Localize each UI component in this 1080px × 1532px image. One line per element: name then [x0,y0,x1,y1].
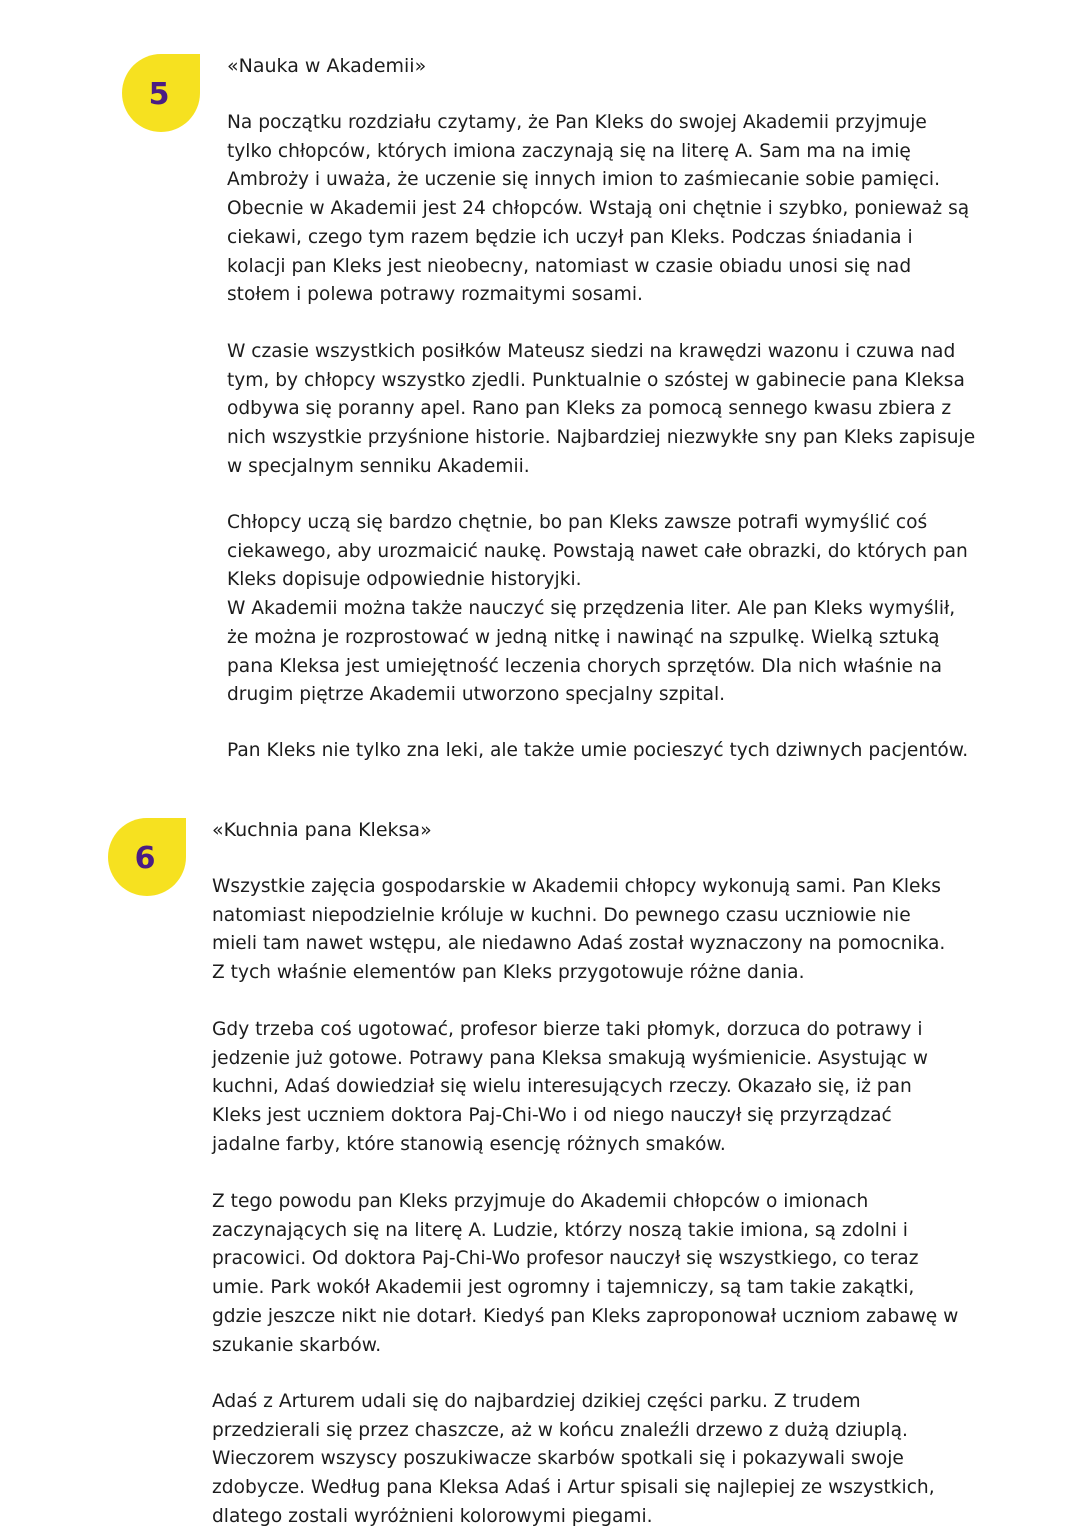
text-line: Kleks jest uczniem doktora Paj-Chi-Wo i od niego nauczył się przyrządzać [212,1105,892,1127]
section-number: 6 [134,840,156,876]
text-line: jedzenie już gotowe. Potrawy pana Kleksa smakują wyśmienicie. Asystując w [212,1047,928,1069]
section-title: «Kuchnia pana Kleksa» [212,819,432,841]
text-line: tylko chłopców, których imiona zaczynają się na literę A. Sam ma na imię [227,140,911,162]
text-line: kolacji pan Kleks jest nieobecny, natomiast w czasie obiadu unosi się nad [227,255,912,277]
text-line: Pan Kleks nie tylko zna leki, ale także umie pocieszyć tych dziwnych pacjentów. [227,740,969,761]
paragraph [227,338,975,482]
text-line: gdzie jeszcze nikt nie dotarł. Kiedyś pan Kleks zaproponował uczniom zabawę w [212,1305,959,1327]
text-line: nich wszystkie przyśnione historie. Najbardziej niezwykłe sny pan Kleks zapisuje [227,427,976,449]
text-line: W Akademii można także nauczyć się przędzenia liter. Ale pan Kleks wymyślił, [227,598,956,620]
text-line: umie. Park wokół Akademii jest ogromny i tajemniczy, są tam takie zakątki, [212,1277,915,1299]
paragraph [227,737,968,766]
text-line: mieli tam nawet wstępu, ale niedawno Adaś został wyznaczony na pomocnika. [212,933,946,955]
text-line: W czasie wszystkich posiłków Mateusz siedzi na krawędzi wazonu i czuwa nad [227,341,956,362]
text-line: tym, by chłopcy wszystko zjedli. Punktualnie o szóstej w gabinecie pana Kleksa [227,369,965,391]
text-line: Obecnie w Akademii jest 24 chłopców. Wstają oni chętnie i szybko, ponieważ są [227,198,970,220]
text-line: Gdy trzeba coś ugotować, profesor bierze taki płomyk, dorzuca do potrawy i [212,1019,923,1040]
text-line: ciekawi, czego tym razem będzie ich uczył pan Kleks. Podczas śniadania i [227,226,913,248]
text-line: drugim piętrze Akademii utworzono specjalny szpital. [227,684,726,706]
paragraph [227,109,969,310]
text-line: ciekawego, aby urozmaicić naukę. Powstają nawet całe obrazki, do których pan [227,540,968,562]
text-line: Wszystkie zajęcia gospodarskie w Akademii chłopcy wykonują sami. Pan Kleks [212,876,941,897]
text-line: Wieczorem wszyscy poszukiwacze skarbów spotkali się i pokazywali swoje [212,1448,904,1470]
text-line: kuchni, Adaś dowiedział się wielu interesujących rzeczy. Okazało się, iż pan [212,1076,912,1098]
text-line: pracowici. Od doktora Paj-Chi-Wo profesor nauczył się wszystkiego, co teraz [212,1248,919,1270]
text-line: Z tych właśnie elementów pan Kleks przygotowuje różne dania. [212,962,805,984]
text-line: odbywa się poranny apel. Rano pan Kleks za pomocą sennego kwasu zbiera z [227,398,952,420]
text-line: w specjalnym senniku Akademii. [227,455,530,477]
paragraph [212,1388,935,1532]
section-number-badge [108,818,186,896]
text-line: że można je rozprostować w jedną nitkę i nawinąć na szpulkę. Wielką sztuką [227,626,940,648]
paragraph [212,1188,958,1360]
text-line: jadalne farby, które stanowią esencję różnych smaków. [212,1133,726,1155]
paragraph [212,873,945,988]
paragraph [212,1016,928,1160]
text-line: Kleks dopisuje odpowiednie historyjki. [227,569,582,591]
text-line: stołem i polewa potrawy rozmaitymi sosami. [227,284,643,306]
text-line: Z tego powodu pan Kleks przyjmuje do Akademii chłopców o imionach [212,1191,869,1212]
text-line: Chłopcy uczą się bardzo chętnie, bo pan Kleks zawsze potrafi wymyślić coś [227,512,928,533]
section-number: 5 [148,76,170,112]
text-line: Na początku rozdziału czytamy, że Pan Kleks do swojej Akademii przyjmuje [227,112,927,133]
paragraph [227,509,968,710]
text-line: Adaś z Arturem udali się do najbardziej dzikiej części parku. Z trudem [212,1391,861,1412]
text-line: szukanie skarbów. [212,1334,382,1356]
text-line: dlatego zostali wyróżnieni kolorowymi piegami. [212,1505,653,1527]
text-line: zaczynających się na literę A. Ludzie, którzy noszą takie imiona, są zdolni i [212,1219,908,1241]
section-number-badge [122,54,200,132]
text-line: Ambroży i uważa, że uczenie się innych imion to zaśmiecanie sobie pamięci. [227,169,940,191]
text-line: przedzierali się przez chaszcze, aż w końcu znaleźli drzewo z dużą dziuplą. [212,1419,908,1441]
section-title: «Nauka w Akademii» [227,55,427,77]
text-line: pana Kleksa jest umiejętność leczenia chorych sprzętów. Dla nich właśnie na [227,655,942,677]
text-line: natomiast niepodzielnie króluje w kuchni. Do pewnego czasu uczniowie nie [212,904,911,926]
text-line: zdobycze. Według pana Kleksa Adaś i Artur spisali się najlepiej ze wszystkich, [212,1477,935,1499]
